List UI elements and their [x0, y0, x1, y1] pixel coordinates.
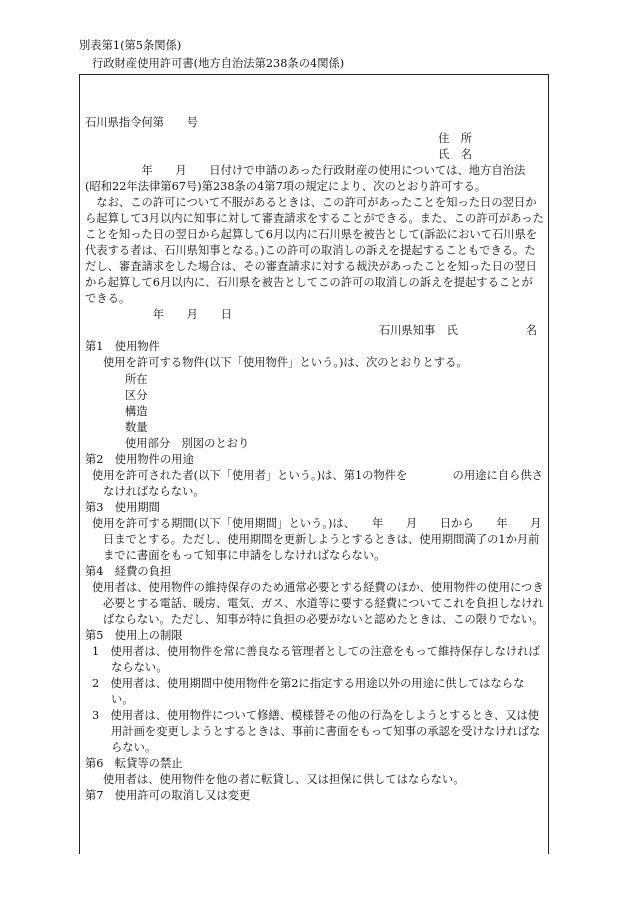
- section-4-body: 使用者は、使用物件の維持保存のため通常必要とする経費のほか、使用物件の使用につき必要とする電話、暖房、電気、ガス、水道等に要する経費についてこれを負担しなければならない。ただし、知事が特に負担の必要がないと認めたときは、この限りでない。: [92, 580, 544, 626]
- section-5-item-1: 1 使用者は、使用物件を常に善良なる管理者としての注意をもって維持保存しなければならない。: [92, 645, 540, 675]
- section-1-title: 第1 使用物件: [85, 340, 160, 354]
- item-category: 区分: [125, 388, 148, 402]
- section-2-title: 第2 使用物件の用途: [85, 452, 194, 466]
- issue-date: 年 月 日: [85, 308, 232, 322]
- appeal-notice: なお、この許可について不服があるときは、この許可があったことを知った日の翌日から起算して3月以内に知事に対して審査請求をすることができる。また、この許可があったことを知った日の翌日から起算して6月以内に石川県を被告として(訴訟において石川県を代表する者は、石川県知事となる。)この許可の取消しの訴えを提起することもできる。ただし、審査請求をした場合は、その審査請求に対する裁決があったことを知った日の翌日から起算して6月以内に、石川県を被告としてこの許可の取消しの訴えを提起することができる。: [85, 196, 544, 306]
- order-number: 石川県指令何第 号: [85, 116, 198, 129]
- name-label: 氏 名: [438, 148, 472, 162]
- section-3-body: 使用を許可する期間(以下「使用期間」という。)は、 年 月 日から 年 月 日までとする。ただし、使用期間を更新しようとするときは、使用期間満了の1か月前までに書面をもって知事に申請をしなければならない。: [92, 516, 565, 562]
- permit-statement-line1: 年 月 日付けで申請のあった行政財産の使用については、地方自治法: [85, 164, 526, 178]
- item-structure: 構造: [125, 404, 148, 418]
- address-label: 住 所: [438, 132, 472, 146]
- permit-statement-line2: (昭和22年法律第67号)第238条の4第7項の規定により、次のとおり許可する。: [85, 180, 487, 194]
- section-5-title: 第5 使用上の制限: [85, 629, 183, 642]
- item-used-part: 使用部分 別図のとおり: [125, 436, 250, 450]
- item-location: 所在: [125, 372, 148, 386]
- section-3-title: 第3 使用期間: [85, 500, 160, 514]
- section-6-body: 使用者は、使用物件を他の者に転貸し、又は担保に供してはならない。: [103, 773, 465, 787]
- appendix-label: 別表第1(第5条関係): [79, 39, 182, 52]
- section-5-item-2: 2 使用者は、使用期間中使用物件を第2に指定する用途以外の用途に供してはならない。: [92, 677, 525, 707]
- form-title: 行政財産使用許可書(地方自治法第238条の4関係): [92, 57, 345, 70]
- permit-form-frame: [79, 74, 565, 854]
- section-7-title: 第7 使用許可の取消し又は変更: [85, 789, 251, 803]
- section-1-body: 使用を許可する物件(以下「使用物件」という。)は、次のとおりとする。: [103, 356, 468, 370]
- section-4-title: 第4 経費の負担: [85, 564, 172, 578]
- section-5-item-3: 3 使用者は、使用物件について修繕、模様替その他の行為をしようとするとき、又は使用計画を変更しようとするときは、事前に書面をもって知事の承認を受けなければならない。: [92, 709, 541, 755]
- section-2-body: 使用を許可された者(以下「使用者」という。)は、第1の物件を の用途に自ら供さなければならない。: [92, 468, 543, 498]
- item-quantity: 数量: [125, 420, 148, 434]
- governor-signature: 石川県知事 氏 名: [378, 324, 537, 338]
- section-6-title: 第6 転貸等の禁止: [85, 757, 183, 771]
